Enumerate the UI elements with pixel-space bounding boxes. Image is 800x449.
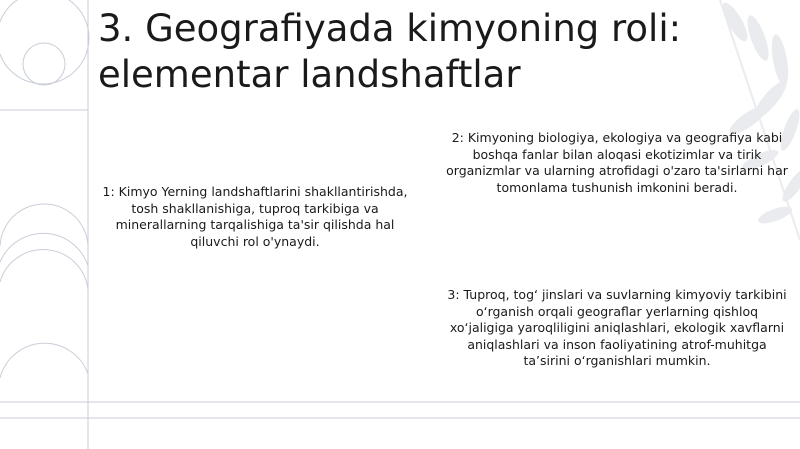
circle-outline-icon — [23, 43, 65, 85]
circle-outline-icon — [0, 0, 89, 84]
arc-decoration — [0, 204, 88, 250]
paragraph-point-1: 1: Kimyo Yerning landshaftlarini shakllantirishda, tosh shakllanishiga, tuproq tarkibiga va minerallarning tarqalishiga ta'sir qilishda hal qiluvchi rol o'ynaydi. — [102, 184, 408, 249]
arc-decoration — [0, 233, 88, 266]
arc-decoration — [0, 343, 88, 378]
paragraph-point-2: 2: Kimyoning biologiya, ekologiya va geografiya kabi boshqa fanlar bilan aloqasi ekotizimlar va tirik organizmlar va ularning atrofidagi o'zaro ta'sirlarni har tomonlama tushunish imkonini beradi. — [446, 130, 788, 195]
paragraph-point-3: 3: Tuproq, tog‘ jinslari va suvlarning kimyoviy tarkibini o‘rganish orqali geograflar yerlarning qishloq xo‘jaligiga yaroqliligini aniqlashlari, ekologik xavflarni aniqlashlari va inson faoliyatining atrof-muhitga ta’sirini o‘rganishlari mumkin. — [447, 287, 787, 368]
arc-decoration — [0, 250, 88, 290]
slide-title: 3. Geografiyada kimyoning roli: elementar landshaftlar — [98, 7, 682, 96]
